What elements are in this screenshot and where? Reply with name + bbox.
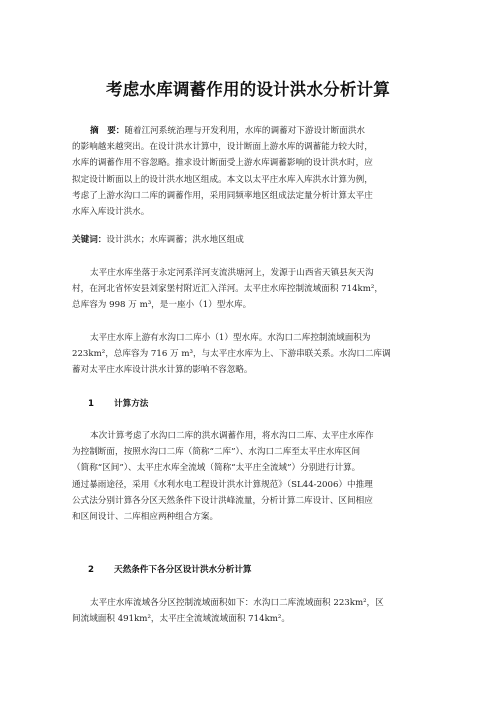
paragraph-line: 为控制断面，按照水沟口二库（简称“二库”）、水沟口二库至太平庄水库区间 [72,447,361,458]
paragraph-line: 和区间设计、二库相应两种组合方案。 [72,511,219,522]
paragraph-line: 本次计算考虑了水沟口二库的洪水调蓄作用，将水沟口二库、太平庄水库作 [90,431,374,441]
keywords [72,232,432,248]
section-1-body [72,428,432,525]
paragraph-line: 太平庄水库上游有水沟口二库小（1）型水库。水沟口二库控制流域面积为 [90,333,371,343]
paragraph-line: 太平庄水库流域各分区控制流域面积如下：水沟口二库流域面积 223km²，区 [90,598,384,608]
paragraph-line: （简称“区间”）、太平庄水库全流域（简称“太平庄全流域”）分别进行计算。 [72,463,361,474]
abstract-line: 拟定设计断面以上的设计洪水地区组成。本文以太平庄水库入库洪水计算为例， [72,174,373,185]
abstract-line: 摘 要：随着江河系统治理与开发利用，水库的调蓄对下游设计断面洪水 [90,126,366,136]
paragraph-line: 公式法分别计算各分区天然条件下设计洪峰流量，分析计算二库设计、区间相应 [72,495,373,506]
paragraph-line: 村，在河北省怀安县刘家堡村附近汇入洋河。太平庄水库控制流域面积 714km²， [72,284,383,295]
abstract [72,123,432,220]
paper-title: 考虑水库调蓄作用的设计洪水分析计算 [106,80,390,99]
section-title: 计算方法 [114,399,149,409]
section-number: 2 [88,565,94,575]
paragraph-line: 223km²，总库容为 716 万 m³，与太平庄水库为上、下游串联关系。水沟口二库调 [72,349,391,360]
section-2-heading [72,562,432,578]
abstract-label: 摘 要： [90,126,125,136]
abstract-line: 考虑了上游水沟口二库的调蓄作用，采用同频率地区组成法定量分析计算太平庄 [72,190,373,201]
keywords-text: 设计洪水；水库调蓄；洪水地区组成 [106,235,244,245]
abstract-line: 水库的调蓄作用不容忽略。推求设计断面受上游水库调蓄影响的设计洪水时，应 [72,158,373,169]
paragraph-2 [72,330,432,379]
abstract-line: 的影响越来越突出。在设计洪水计算中，设计断面上游水库的调蓄能力较大时， [72,142,373,153]
paragraph-line: 总库容为 998 万 m³，是一座小（1）型水库。 [72,300,252,311]
paragraph-line: 蓄对太平庄水库设计洪水计算的影响不容忽略。 [72,365,253,376]
section-2-body [72,595,432,627]
paragraph-line: 太平庄水库坐落于永定河系洋河支流洪塘河上，发源于山西省天镇县灰天沟 [90,268,374,278]
section-title: 天然条件下各分区设计洪水分析计算 [114,565,252,575]
paragraph-1 [72,265,432,314]
paragraph-line: 通过暴雨途径，采用《水利水电工程设计洪水计算规范》（SL44-2006）中推理 [72,479,373,490]
keywords-label: 关键词： [72,235,107,245]
paragraph-line: 间流域面积 491km²，太平庄全流域流域面积 714km²。 [72,614,290,625]
section-1-heading [72,396,432,412]
abstract-line: 水库入库设计洪水。 [72,206,150,217]
section-number: 1 [88,399,94,409]
